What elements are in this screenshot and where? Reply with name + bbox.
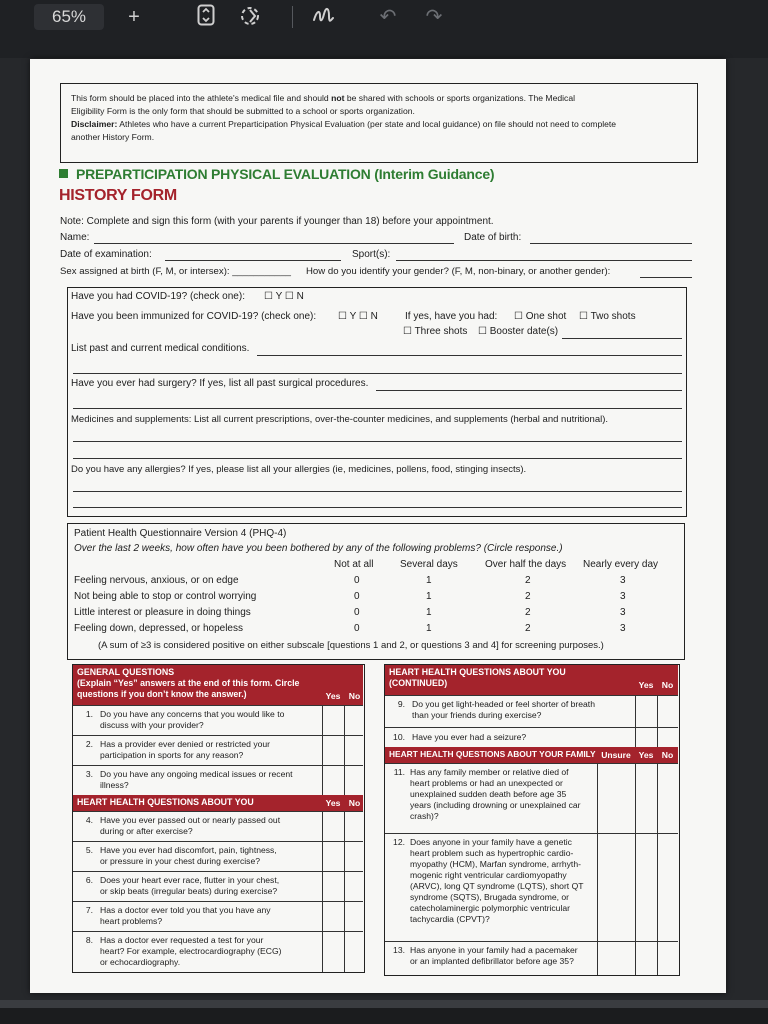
notice-box: This form should be placed into the athlete's medical file and should not be shared with schools or sports organizations. The Medical Eligibility Form is the only form that should be submitted to a school or sports organization. Disclaimer: Athletes who have a current Preparticipation Physical Evaluation (per state and local guidance) on file should not need to complete another History Form. (60, 83, 698, 163)
heart-health-header: HEART HEALTH QUESTIONS ABOUT YOU (73, 795, 363, 811)
family-unsure-header: Unsure (601, 750, 631, 760)
booster-date-field[interactable] (562, 338, 682, 339)
covid-immunized-question: Have you been immunized for COVID-19? (check one): (71, 311, 317, 322)
heart-yes-header: Yes (325, 798, 341, 808)
cont-yes-header: Yes (638, 680, 654, 690)
phq-row-label: Not being able to stop or control worrying (74, 591, 257, 602)
phq-score[interactable]: 3 (620, 591, 626, 602)
family-yes-header: Yes (638, 750, 654, 760)
ppe-title: PREPARTICIPATION PHYSICAL EVALUATION (Interim Guidance) (59, 166, 494, 182)
question-row: 4. Have you ever passed out or nearly passed out during or after exercise? (73, 811, 363, 841)
yes-column-line (322, 705, 323, 795)
question-row: 5. Have you ever had discomfort, pain, tightness, or pressure in your chest during exercise? (73, 841, 363, 871)
phq-score[interactable]: 3 (620, 623, 626, 634)
phq-score[interactable]: 2 (525, 591, 531, 602)
family-heart-header: HEART HEALTH QUESTIONS ABOUT YOUR FAMILY (385, 747, 678, 763)
no-column-line (657, 763, 658, 975)
phq-score[interactable]: 0 (354, 591, 360, 602)
conditions-field[interactable] (257, 355, 682, 356)
general-yes-header: Yes (325, 691, 341, 701)
phq4-box (67, 523, 685, 660)
two-shots-checkbox[interactable]: ☐ Two shots (579, 311, 636, 322)
phq-col-over-half: Over half the days (485, 559, 567, 570)
medicines-label: Medicines and supplements: List all current prescriptions, over-the-counter medicines, and supplements (herbal and nutritional). (71, 414, 609, 425)
question-row: 2. Has a provider ever denied or restricted your participation in sports for any reason? (73, 735, 363, 765)
exam-date-field[interactable] (165, 260, 341, 261)
app-toolbar (0, 0, 768, 58)
dob-field[interactable] (530, 243, 692, 244)
one-shot-checkbox[interactable]: ☐ One shot (514, 311, 567, 322)
general-questions-table (72, 664, 365, 973)
family-no-header: No (661, 750, 674, 760)
surgery-field[interactable] (376, 390, 682, 391)
no-column-line (657, 695, 658, 747)
question-row: 11. Has any family member or relative died of heart problems or had an unexpected or unexplained sudden death before age 35 years (including drowning or unexplained car crash)? (385, 763, 678, 833)
covid-had-question: Have you had COVID-19? (check one): (71, 291, 245, 302)
covid-immunized-options[interactable]: ☐ Y ☐ N (338, 311, 378, 322)
phq-score[interactable]: 0 (354, 607, 360, 618)
three-shots-checkbox[interactable]: ☐ Three shots (403, 326, 468, 337)
question-row: 10. Have you ever had a seizure? (385, 727, 678, 747)
phq-score[interactable]: 1 (426, 575, 432, 586)
phq-col-not-at-all: Not at all (334, 559, 374, 570)
phq-score[interactable]: 1 (426, 607, 432, 618)
unsure-column-line (597, 763, 598, 975)
add-icon[interactable]: + (128, 6, 140, 28)
general-no-header: No (348, 691, 361, 701)
question-row: 8. Has a doctor ever requested a test for your heart? For example, electrocardiography (ECG) or echocardiography. (73, 931, 363, 972)
lasso-icon[interactable] (237, 4, 263, 30)
surgery-field-line2[interactable] (73, 408, 682, 409)
appointment-note: Note: Complete and sign this form (with your parents if younger than 18) before your appointment. (60, 216, 494, 227)
question-row: 9. Do you get light-headed or feel shorter of breath than your friends during exercise? (385, 695, 678, 727)
gender-label: How do you identify your gender? (F, M, non-binary, or another gender): (306, 266, 611, 277)
phq-score[interactable]: 3 (620, 575, 626, 586)
name-label: Name: (60, 232, 90, 243)
booster-checkbox[interactable]: ☐ Booster date(s) (478, 326, 559, 337)
yes-column-line (322, 811, 323, 972)
medicines-field-line2[interactable] (73, 458, 682, 459)
no-column-line (344, 811, 345, 972)
covid-if-yes-label: If yes, have you had: (405, 311, 498, 322)
sports-label: Sport(s): (352, 249, 391, 260)
cont-no-header: No (661, 680, 674, 690)
form-page (30, 59, 726, 993)
phq-score[interactable]: 0 (354, 575, 360, 586)
heart-continued-header: HEART HEALTH QUESTIONS ABOUT YOU (CONTINUED) (385, 665, 678, 695)
name-field[interactable] (94, 243, 454, 244)
medicines-field-line1[interactable] (73, 441, 682, 442)
phq-title: Patient Health Questionnaire Version 4 (PHQ-4) (74, 528, 287, 539)
yes-column-line (635, 695, 636, 747)
pen-icon[interactable] (310, 4, 336, 30)
conditions-field-line2[interactable] (73, 373, 682, 374)
phq-score[interactable]: 2 (525, 575, 531, 586)
heart-no-header: No (348, 798, 361, 808)
phq-score[interactable]: 1 (426, 591, 432, 602)
no-column-line (344, 705, 345, 795)
phq-score[interactable]: 2 (525, 607, 531, 618)
phq-score[interactable]: 1 (426, 623, 432, 634)
phq-score[interactable]: 3 (620, 607, 626, 618)
phq-row-label: Feeling down, depressed, or hopeless (74, 623, 243, 634)
phq-row-label: Little interest or pleasure in doing things (74, 607, 251, 618)
surgery-label: Have you ever had surgery? If yes, list all past surgical procedures. (71, 378, 369, 389)
bottom-bar (0, 1000, 768, 1024)
phq-score[interactable]: 2 (525, 623, 531, 634)
redo-icon[interactable]: ↷ (425, 6, 443, 28)
question-row: 1. Do you have any concerns that you would like to discuss with your provider? (73, 705, 363, 735)
general-questions-header: GENERAL QUESTIONS (Explain “Yes” answers at the end of this form. Circle questions if you don’t know the answer.) (73, 665, 363, 705)
toolbar-divider (292, 6, 293, 28)
allergies-label: Do you have any allergies? If yes, please list all your allergies (ie, medicines, pollens, food, stinging insects). (71, 464, 527, 475)
page-fit-icon[interactable] (193, 4, 219, 30)
exam-date-label: Date of examination: (60, 249, 152, 260)
phq-subtitle: Over the last 2 weeks, how often have you been bothered by any of the following problems? (Circle response.) (74, 543, 563, 554)
question-row: 12. Does anyone in your family have a genetic heart problem such as hypertrophic cardio- myopathy (HCM), Marfan syndrome, arrhyth- mogenic right ventricular cardiomyopathy (ARVC), long QT syndrome (LQTS), short QT syndrome (SQTS), Brugada syndrome, or catecholaminergic polymorphic ventricular tachycardia (CPVT)? (385, 833, 678, 941)
question-row: 13. Has anyone in your family had a pacemaker or an implanted defibrillator before age 35? (385, 941, 678, 975)
heart-questions-table (384, 664, 680, 976)
question-row: 3. Do you have any ongoing medical issues or recent illness? (73, 765, 363, 795)
zoom-level[interactable]: 65% (34, 4, 104, 30)
yes-column-line (635, 763, 636, 975)
question-row: 7. Has a doctor ever told you that you have any heart problems? (73, 901, 363, 931)
question-row: 6. Does your heart ever race, flutter in your chest, or skip beats (irregular beats) during exercise? (73, 871, 363, 901)
phq-footnote: (A sum of ≥3 is considered positive on either subscale [questions 1 and 2, or questions 3 and 4] for screening purposes.) (98, 640, 604, 651)
phq-row-label: Feeling nervous, anxious, or on edge (74, 575, 239, 586)
undo-icon[interactable]: ↶ (379, 6, 397, 28)
sports-field[interactable] (396, 260, 692, 261)
allergies-field-line1[interactable] (73, 491, 682, 492)
medical-conditions-label: List past and current medical conditions. (71, 343, 250, 354)
covid-had-options[interactable]: ☐ Y ☐ N (264, 291, 304, 302)
sex-label: Sex assigned at birth (F, M, or intersex): ___________ (60, 266, 291, 277)
dob-label: Date of birth: (464, 232, 522, 243)
gender-field[interactable] (640, 277, 692, 278)
phq-col-several-days: Several days (400, 559, 458, 570)
phq-score[interactable]: 0 (354, 623, 360, 634)
history-form-title: HISTORY FORM (59, 187, 177, 204)
phq-col-nearly-every-day: Nearly every day (583, 559, 659, 570)
allergies-field-line2[interactable] (73, 507, 682, 508)
medical-history-box (67, 287, 687, 517)
